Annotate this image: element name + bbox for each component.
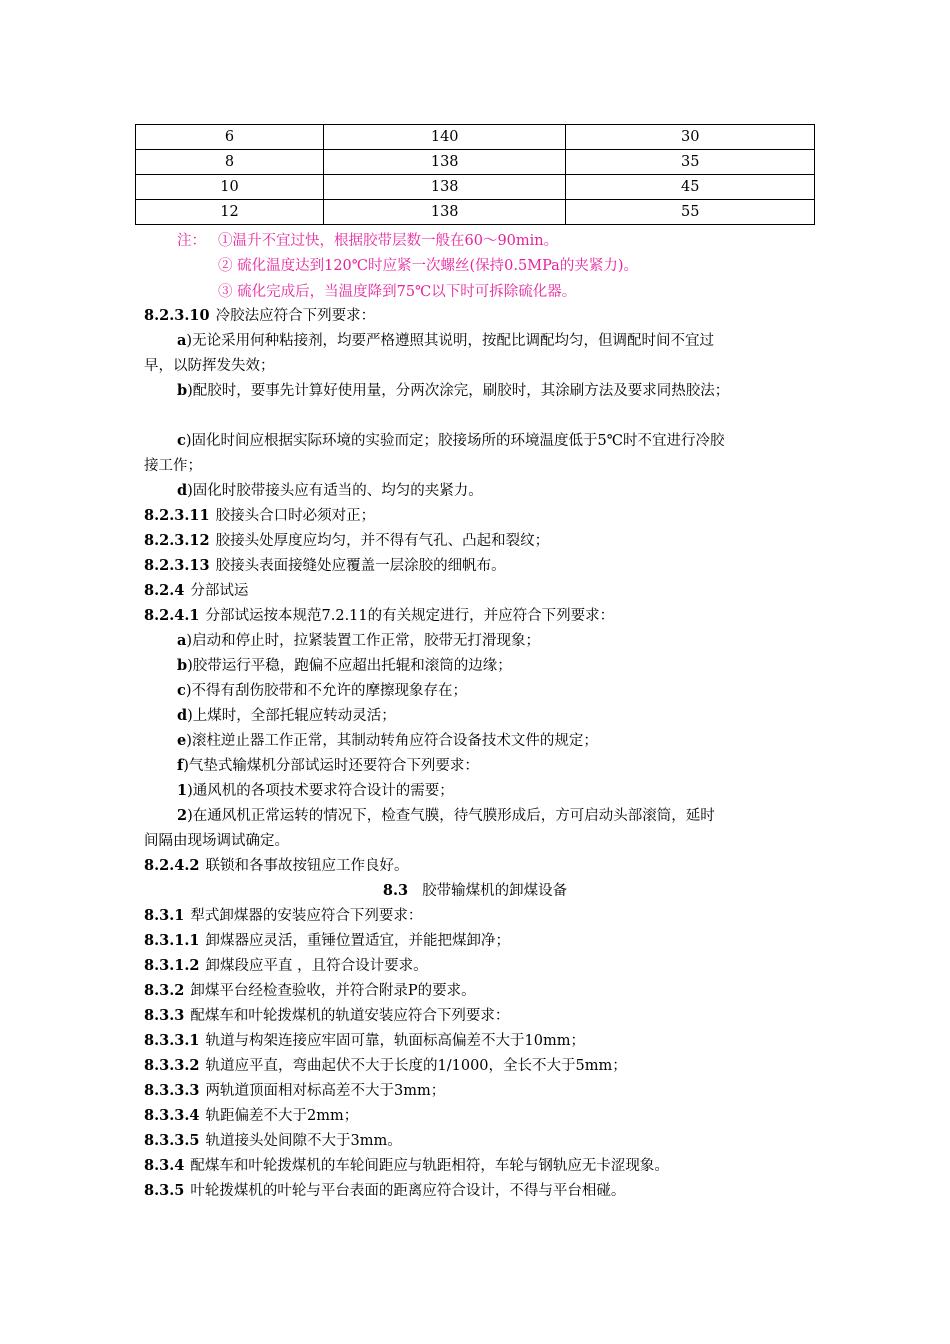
clause-text: 犁式卸煤器的安装应符合下列要求： xyxy=(190,908,423,924)
clause-8-3-3-1 xyxy=(144,1031,585,1051)
item-tag: 2 xyxy=(177,807,188,824)
clause-8-3-5 xyxy=(144,1181,625,1201)
table-cell: 35 xyxy=(566,150,815,175)
item-tag: b xyxy=(177,657,188,674)
clause-number: 8.3.1.2 xyxy=(144,957,200,974)
table-cell: 138 xyxy=(323,175,566,200)
note-label: 注： xyxy=(177,233,206,249)
item-tag: f xyxy=(177,757,184,774)
clause-number: 8.2.3.11 xyxy=(144,507,210,524)
clause-text: 卸煤平台经检查验收，并符合附录P的要求。 xyxy=(190,983,476,999)
clause-number: 8.3.3.2 xyxy=(144,1057,200,1074)
clause-number: 8.2.4.2 xyxy=(144,857,200,874)
item-tag: a xyxy=(177,332,187,349)
clause-text: 两轨道顶面相对标高差不大于3mm； xyxy=(205,1083,446,1099)
item-tag: c xyxy=(177,682,186,699)
table-cell: 140 xyxy=(323,125,566,150)
clause-text: 胶接头处厚度应均匀，并不得有气孔、凸起和裂纹； xyxy=(215,533,550,549)
clause-number: 8.2.4.1 xyxy=(144,607,200,624)
clause-8-2-4 xyxy=(144,581,248,601)
cold-item-a xyxy=(177,331,714,351)
item-text: )在通风机正常运转的情况下，检查气膜，待气膜形成后，方可启动头部滚筒，延时 xyxy=(187,808,715,824)
clause-8-3-3-4 xyxy=(144,1106,358,1126)
clause-text: 联锁和各事故按钮应工作良好。 xyxy=(205,858,409,874)
table-cell: 138 xyxy=(323,200,566,225)
trial-item-c xyxy=(177,681,467,701)
item-tag: a xyxy=(177,632,187,649)
table-cell: 138 xyxy=(323,150,566,175)
clause-text: 轨道接头处间隙不大于3mm。 xyxy=(205,1133,402,1149)
clause-number: 8.3.5 xyxy=(144,1182,185,1199)
clause-text: 冷胶法应符合下列要求： xyxy=(215,308,376,324)
clause-number: 8.3.3.4 xyxy=(144,1107,200,1124)
trial-item-f xyxy=(177,756,479,776)
clause-8-3-3-3 xyxy=(144,1081,445,1101)
note-2: ② 硫化温度达到120℃时应紧一次螺丝(保持0.5MPa的夹紧力)。 xyxy=(218,258,638,274)
clause-number: 8.3.4 xyxy=(144,1157,185,1174)
trial-item-a xyxy=(177,631,540,651)
clause-text: 叶轮拨煤机的叶轮与平台表面的距离应符合设计，不得与平台相碰。 xyxy=(190,1183,626,1199)
item-text: )滚柱逆止器工作正常，其制动转角应符合设备技术文件的规定； xyxy=(186,733,598,749)
clause-8-2-3-13 xyxy=(144,556,506,576)
cold-item-d xyxy=(177,481,483,501)
clause-number: 8.3.3.3 xyxy=(144,1082,200,1099)
clause-text: 分部试运 xyxy=(190,583,249,599)
clause-8-3-1-1 xyxy=(144,931,510,951)
note-3: ③ 硫化完成后，当温度降到75℃以下时可拆除硫化器。 xyxy=(218,284,577,300)
clause-8-3-3 xyxy=(144,1006,509,1026)
table-cell: 30 xyxy=(566,125,815,150)
clause-8-3-1-2 xyxy=(144,956,428,976)
clause-number: 8.3.2 xyxy=(144,982,185,999)
table-row xyxy=(136,175,815,200)
clause-text: 轨距偏差不大于2mm； xyxy=(205,1108,359,1124)
trial-item-b xyxy=(177,656,512,676)
item-tag: e xyxy=(177,732,187,749)
item-text: )固化时胶带接头应有适当的、均匀的夹紧力。 xyxy=(187,483,483,499)
cold-item-b xyxy=(177,381,729,401)
clause-text: 卸煤器应灵活，重锤位置适宜，并能把煤卸净； xyxy=(205,933,511,949)
clause-number: 8.3.3.1 xyxy=(144,1032,200,1049)
clause-text: 胶接头表面接缝处应覆盖一层涂胶的细帆布。 xyxy=(215,558,506,574)
trial-item-2 xyxy=(177,806,715,826)
table-cell: 45 xyxy=(566,175,815,200)
item-text: )上煤时，全部托辊应转动灵活； xyxy=(187,708,396,724)
item-text: )配胶时，要事先计算好使用量，分两次涂完，刷胶时，其涂刷方法及要求同热胶法； xyxy=(187,383,730,399)
cold-item-a-cont: 早，以防挥发失效； xyxy=(144,358,275,374)
item-tag: d xyxy=(177,707,188,724)
item-text: )胶带运行平稳，跑偏不应超出托辊和滚筒的边缘； xyxy=(187,658,512,674)
clause-8-3-2 xyxy=(144,981,476,1001)
clause-text: 配煤车和叶轮拨煤机的车轮间距应与轨距相符，车轮与钢轨应无卡涩现象。 xyxy=(190,1158,669,1174)
item-tag: d xyxy=(177,482,188,499)
clause-8-3-3-2 xyxy=(144,1056,627,1076)
item-text: )固化时间应根据实际环境的实验而定；胶接场所的环境温度低于5℃时不宜进行冷胶 xyxy=(185,433,725,449)
table-cell: 6 xyxy=(136,125,324,150)
clause-8-2-3-11 xyxy=(144,506,375,526)
clause-text: 卸煤段应平直 ，且符合设计要求。 xyxy=(205,958,428,974)
clause-text: 分部试运按本规范7.2.11的有关规定进行，并应符合下列要求： xyxy=(205,608,615,624)
cold-item-c-cont: 接工作； xyxy=(144,458,202,474)
item-text: )不得有刮伤胶带和不允许的摩擦现象存在； xyxy=(185,683,467,699)
item-tag: 1 xyxy=(177,782,188,799)
item-tag: b xyxy=(177,382,188,399)
table-cell: 12 xyxy=(136,200,324,225)
clause-number: 8.3.3.5 xyxy=(144,1132,200,1149)
clause-8-2-3-10 xyxy=(144,306,375,326)
clause-text: 配煤车和叶轮拨煤机的轨道安装应符合下列要求： xyxy=(190,1008,510,1024)
trial-item-1 xyxy=(177,781,454,801)
clause-8-3-1 xyxy=(144,906,422,926)
table-row xyxy=(136,200,815,225)
item-text: )启动和停止时，拉紧装置工作正常，胶带无打滑现象； xyxy=(186,633,541,649)
clause-number: 8.2.3.12 xyxy=(144,532,210,549)
item-text: )气垫式输煤机分部试运时还要符合下列要求： xyxy=(183,758,479,774)
clause-number: 8.2.3.13 xyxy=(144,557,210,574)
table-row xyxy=(136,125,815,150)
clause-text: 轨道应平直，弯曲起伏不大于长度的1/1000，全长不大于5mm； xyxy=(205,1058,627,1074)
clause-number: 8.2.3.10 xyxy=(144,307,210,324)
clause-text: 胶接头合口时必须对正； xyxy=(215,508,376,524)
trial-item-e xyxy=(177,731,598,751)
clause-8-2-4-2 xyxy=(144,856,409,876)
table-row xyxy=(136,150,815,175)
clause-number: 8.3.3 xyxy=(144,1007,185,1024)
note-1: ①温升不宜过快，根据胶带层数一般在60～90min。 xyxy=(218,233,559,249)
clause-number: 8.3.1.1 xyxy=(144,932,200,949)
item-tag: c xyxy=(177,432,186,449)
item-text: )无论采用何种粘接剂，均要严格遵照其说明，按配比调配均匀，但调配时间不宜过 xyxy=(186,333,715,349)
cold-item-c xyxy=(177,431,724,451)
item-text: )通风机的各项技术要求符合设计的需要； xyxy=(187,783,454,799)
section-heading-8-3 xyxy=(0,881,950,901)
clause-8-2-4-1 xyxy=(144,606,614,626)
heading-text: 胶带输煤机的卸煤设备 xyxy=(422,883,568,899)
table-cell: 8 xyxy=(136,150,324,175)
clause-8-3-3-5 xyxy=(144,1131,402,1151)
clause-text: 轨道与构架连接应牢固可靠，轨面标高偏差不大于10mm； xyxy=(205,1033,585,1049)
clause-8-3-4 xyxy=(144,1156,669,1176)
heading-number: 8.3 xyxy=(382,882,409,899)
table-cell: 10 xyxy=(136,175,324,200)
clause-number: 8.2.4 xyxy=(144,582,185,599)
trial-item-d xyxy=(177,706,396,726)
trial-item-2-cont: 间隔由现场调试确定。 xyxy=(144,833,289,849)
table-cell: 55 xyxy=(566,200,815,225)
clause-number: 8.3.1 xyxy=(144,907,185,924)
clause-8-2-3-12 xyxy=(144,531,549,551)
vulcanizing-table xyxy=(135,124,815,225)
